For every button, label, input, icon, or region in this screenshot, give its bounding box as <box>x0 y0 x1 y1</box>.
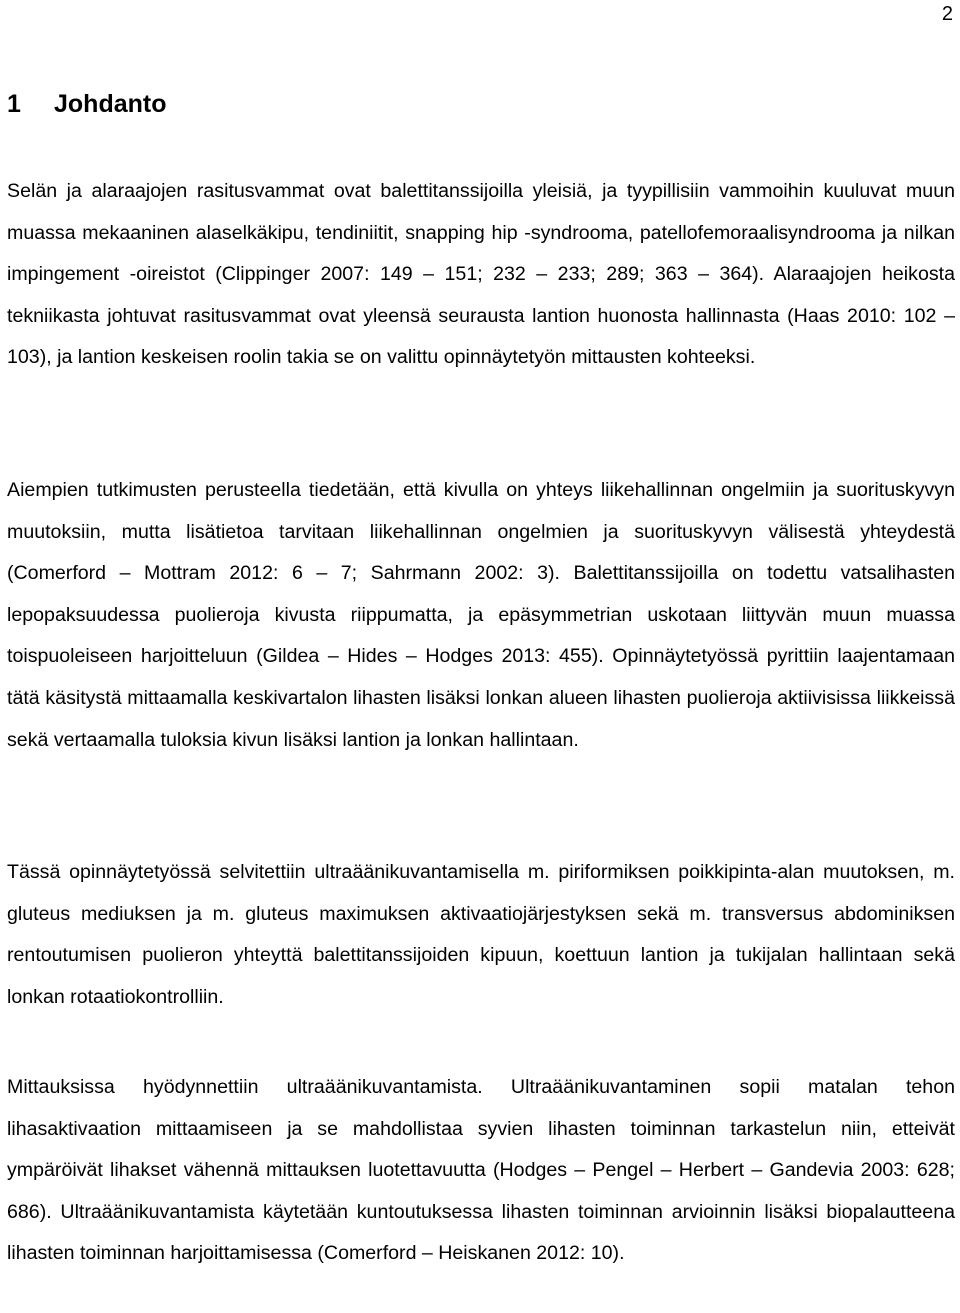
chapter-number: 1 <box>7 90 21 118</box>
page-number: 2 <box>941 3 953 25</box>
chapter-title: Johdanto <box>54 90 167 118</box>
chapter-heading <box>7 88 167 120</box>
paragraph-2: Aiempien tutkimusten perusteella tiedetään, että kivulla on yhteys liikehallinnan ongelmiin ja suorituskyvyn muutoksiin, mutta lisätietoa tarvitaan liikehallinnan ongelmien ja suorituskyvyn välisestä yhteydestä (Comerford – Mottram 2012: 6 – 7; Sahrmann 2002: 3). Balettitanssijoilla on todettu vatsalihasten lepopaksuudessa puolieroja kivusta riippumatta, ja epäsymmetrian uskotaan liittyvän muun muassa toispuoleiseen harjoitteluun (Gildea – Hides – Hodges 2013: 455). Opinnäytetyössä pyrittiin laajentamaan tätä käsitystä mittaamalla keskivartalon lihasten lisäksi lonkan alueen lihasten puolieroja aktiivisissa liikkeissä sekä vertaamalla tuloksia kivun lisäksi lantion ja lonkan hallintaan. <box>7 479 955 751</box>
paragraph-3: Tässä opinnäytetyössä selvitettiin ultraäänikuvantamisella m. piriformiksen poikkipinta-alan muutoksen, m. gluteus mediuksen ja m. gluteus maximuksen aktivaatiojärjestyksen sekä m. transversus abdominiksen rentoutumisen puolieron yhteyttä balettitanssijoiden kipuun, koettuun lantion ja tukijalan hallintaan sekä lonkan rotaatiokontrolliin. <box>7 861 955 1008</box>
paragraph-4: Mittauksissa hyödynnettiin ultraäänikuvantamista. Ultraäänikuvantaminen sopii matalan tehon lihasaktivaation mittaamiseen ja se mahdollistaa syvien lihasten toiminnan tarkastelun niin, etteivät ympäröivät lihakset vähennä mittauksen luotettavuutta (Hodges – Pengel – Herbert – Gandevia 2003: 628; 686). Ultraäänikuvantamista käytetään kuntoutuksessa lihasten toiminnan arvioinnin lisäksi biopalautteena lihasten toiminnan harjoittamisessa (Comerford – Heiskanen 2012: 10). <box>7 1076 955 1265</box>
paragraph-1: Selän ja alaraajojen rasitusvammat ovat balettitanssijoilla yleisiä, ja tyypillisiin vammoihin kuuluvat muun muassa mekaaninen alaselkäkipu, tendiniitit, snapping hip -syndrooma, patellofemoraalisyndrooma ja nilkan impingement -oireistot (Clippinger 2007: 149 – 151; 232 – 233; 289; 363 – 364). Alaraajojen heikosta tekniikasta johtuvat rasitusvammat ovat yleensä seurausta lantion huonosta hallinnasta (Haas 2010: 102 – 103), ja lantion keskeisen roolin takia se on valittu opinnäytetyön mittausten kohteeksi. <box>7 180 955 369</box>
